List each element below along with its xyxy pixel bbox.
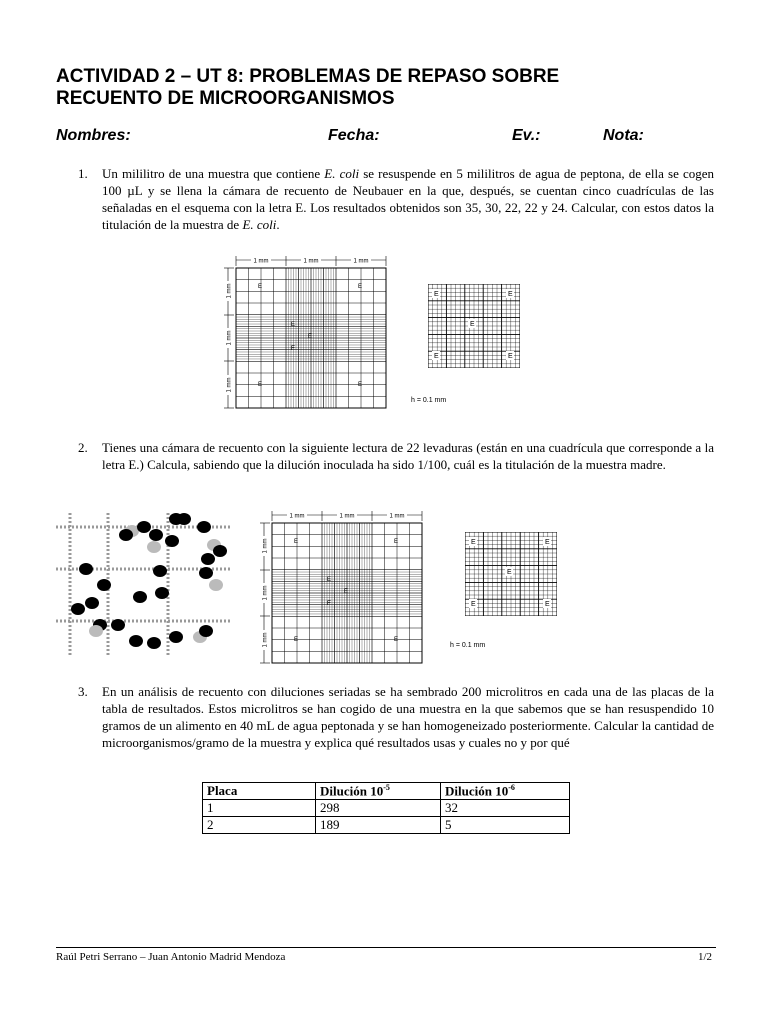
cell-d5: 298 (316, 800, 441, 817)
mm-label-left: 1 mm (226, 283, 233, 299)
e-marker-label: E (507, 569, 512, 576)
mm-label-top: 1 mm (289, 513, 305, 520)
mm-label-left: 1 mm (262, 632, 269, 648)
e-marker-label: E (545, 601, 550, 608)
cell-placa: 1 (203, 800, 316, 817)
e-marker-label: E (358, 284, 363, 290)
e-marker-label: E (471, 539, 476, 546)
mm-label-left: 1 mm (262, 538, 269, 554)
neubauer-detail-figure-2 (465, 532, 557, 616)
e-marker-label: E (258, 382, 263, 388)
mm-label-top: 1 mm (253, 258, 269, 265)
nombres-label: Nombres: (56, 127, 131, 144)
neubauer-grid-figure-1 (222, 254, 388, 410)
footer-authors: Raúl Petri Serrano – Juan Antonio Madrid Mendoza (56, 951, 286, 963)
question-1-number: 1. (78, 166, 88, 181)
mm-label-top: 1 mm (389, 513, 405, 520)
question-3 (78, 683, 714, 751)
neubauer-detail-figure-1 (428, 284, 520, 368)
e-marker-label: E (394, 539, 399, 545)
mm-label-top: 1 mm (353, 258, 369, 265)
mm-label-left: 1 mm (262, 585, 269, 601)
nota-label: Nota: (603, 127, 644, 144)
results-table (202, 782, 570, 834)
e-marker-label: E (545, 539, 550, 546)
e-marker-label: E (470, 321, 475, 328)
e-marker-label: E (508, 291, 513, 298)
e-marker-label: E (471, 601, 476, 608)
e-marker-label: E (294, 637, 299, 643)
mm-label-top: 1 mm (339, 513, 355, 520)
question-2 (78, 439, 714, 473)
e-marker-label: E (327, 577, 332, 583)
e-marker-label: E (508, 353, 513, 360)
question-2-text: Tienes una cámara de recuento con la siguiente lectura de 22 levaduras (están en una cuadrícula que corresponde a la letra E.) Calcula, sabiendo que la dilución inoculada ha sido 1/100, cuál es la titulación de la muestra madre. (102, 440, 714, 472)
e-marker-label: E (294, 539, 299, 545)
question-1-text: Un mililitro de una muestra que contiene E. coli se resuspende en 5 mililitros de agua de peptona, de ella se cogen 100 µL y se llena la cámara de recuento de Neubauer en la que, después, se cuentan cinco cuadrículas de las señaladas en el esquema con la letra E. Los resultados obtenidos son 35, 30, 22, 22 y 24. Calcular, con estos datos la titulación de la muestra de E. coli. (102, 166, 715, 232)
title-line-1: ACTIVIDAD 2 – UT 8: PROBLEMAS DE REPASO SOBRE (56, 66, 560, 87)
header-placa: Placa (203, 783, 316, 800)
question-2-number: 2. (78, 440, 88, 455)
mm-label-left: 1 mm (226, 330, 233, 346)
height-label-2: h = 0.1 mm (450, 642, 486, 649)
question-3-number: 3. (78, 684, 88, 699)
e-marker-label: E (358, 382, 363, 388)
table-header-row (203, 783, 570, 800)
fecha-label: Fecha: (328, 127, 380, 144)
e-marker-label: E (394, 637, 399, 643)
mm-label-left: 1 mm (226, 377, 233, 393)
height-label-1: h = 0.1 mm (411, 397, 447, 404)
neubauer-grid-figure-2 (258, 509, 424, 665)
question-1 (78, 165, 714, 233)
header-fields (56, 127, 716, 147)
table-row (203, 800, 570, 817)
e-marker-label: E (327, 601, 332, 607)
ev-label: Ev.: (512, 127, 541, 144)
header-dilucion-5: Dilución $10^{-5}$ (316, 783, 441, 800)
document-title (56, 66, 716, 110)
cell-placa: 2 (203, 817, 316, 834)
e-marker-label: E (291, 346, 296, 352)
title-line-2: RECUENTO DE MICROORGANISMOS (56, 88, 395, 109)
page-number: 1/2 (697, 951, 712, 963)
yeast-count-micrograph (56, 513, 230, 657)
e-marker-label: E (291, 322, 296, 328)
question-3-text: En un análisis de recuento con diluciones seriadas se ha sembrado 200 microlitros en cada una de las placas de la tabla de resultados. Estos microlitros se han cogido de una muestra en la que sabemos que se han resuspendido 10 gramos de un alimento en 40 mL de agua peptonada y se han homogeneizado posteriormente. Calcular la cantidad de microorganismos/gramo de la muestra y explica qué resultados usas y cuales no y por qué (102, 684, 714, 750)
mm-label-top: 1 mm (303, 258, 319, 265)
footer-divider (56, 947, 716, 948)
e-marker-label: E (434, 291, 439, 298)
header-dilucion-6: Dilución $10^{-6}$ (441, 783, 570, 800)
table-row (203, 817, 570, 834)
e-marker-label: E (434, 353, 439, 360)
e-marker-label: E (308, 334, 313, 340)
cell-d6: 32 (441, 800, 570, 817)
e-marker-label: E (344, 589, 349, 595)
e-marker-label: E (258, 284, 263, 290)
cell-d5: 189 (316, 817, 441, 834)
cell-d6: 5 (441, 817, 570, 834)
